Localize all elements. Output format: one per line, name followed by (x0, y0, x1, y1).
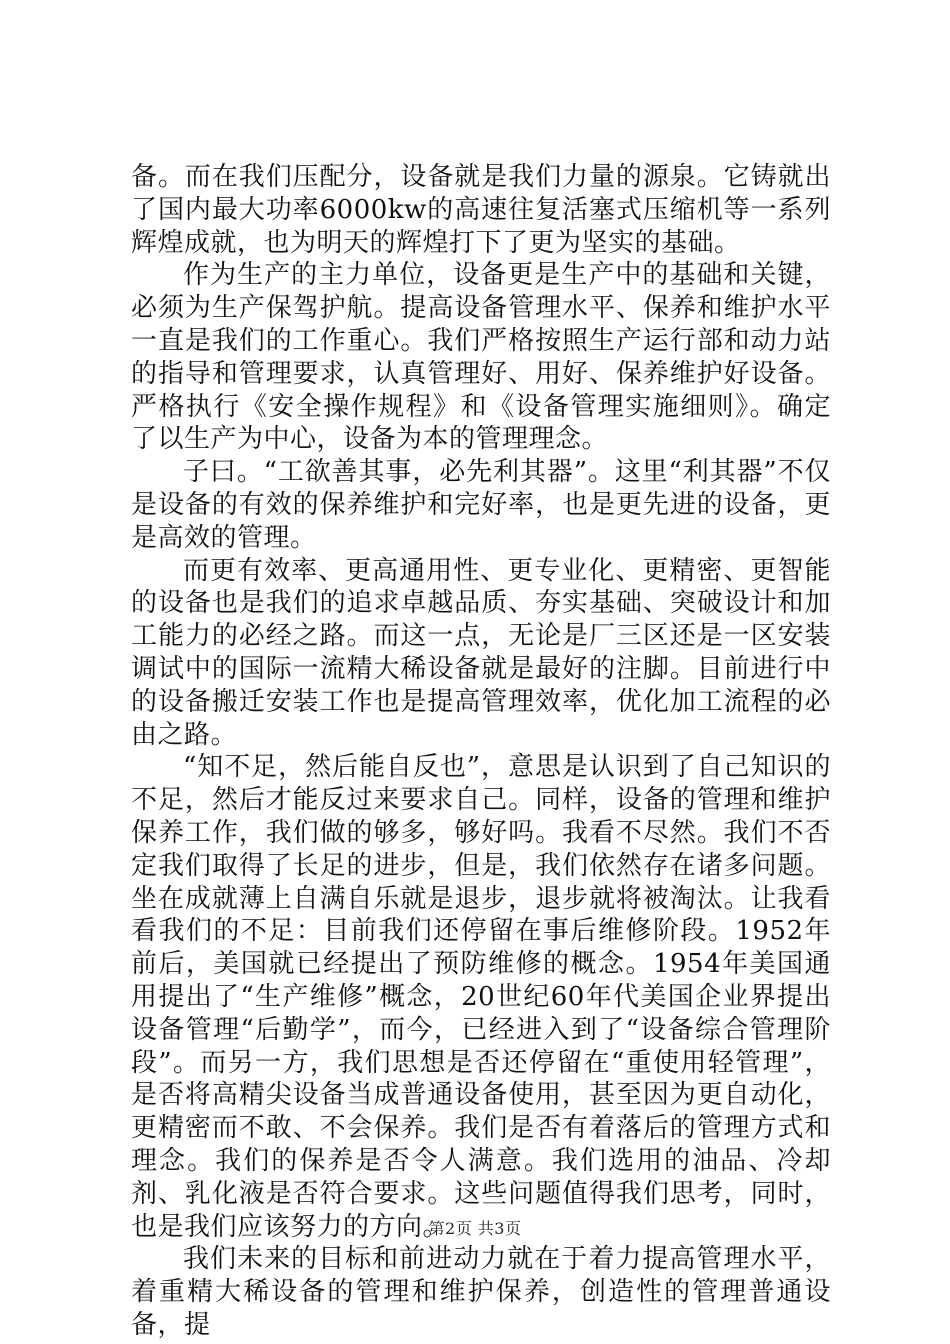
body-text (131, 161, 831, 1342)
paragraph-3: 子曰。“工欲善其事，必先利其器”。这里“利其器”不仅是设备的有效的保养维护和完好率，也是更先进的设备，更是高效的管理。 (131, 457, 831, 553)
paragraph-2: 作为生产的主力单位，设备更是生产中的基础和关键，必须为生产保驾护航。提高设备管理水平、保养和维护水平一直是我们的工作重心。我们严格按照生产运行部和动力站的指导和管理要求，认真管理好、用好、保养维护好设备。严格执行《安全操作规程》和《设备管理实施细则》。确定了以生产为中心，设备为本的管理理念。 (131, 260, 831, 455)
paragraph-6: 我们未来的目标和前进动力就在于着力提高管理水平，着重精大稀设备的管理和维护保养，创造性的管理普通设备，提 (131, 1244, 831, 1340)
paragraph-1: 备。而在我们压配分，设备就是我们力量的源泉。它铸就出了国内最大功率6000kw的高速往复活塞式压缩机等一系列辉煌成就，也为明天的辉煌打下了更为坚实的基础。 (131, 162, 831, 258)
page-footer: 第2页 共3页 (428, 1219, 522, 1238)
paragraph-5: “知不足，然后能自反也”，意思是认识到了自己知识的不足，然后才能反过来要求自己。同样，设备的管理和维护保养工作，我们做的够多，够好吗。我看不尽然。我们不否定我们取得了长足的进步，但是，我们依然存在诸多问题。坐在成就薄上自满自乐就是退步，退步就将被淘汰。让我看看我们的不足：目前我们还停留在事后维修阶段。1952年前后，美国就已经提出了预防维修的概念。1954年美国通用提出了“生产维修”概念，20世纪60年代美国企业界提出设备管理“后勤学”，而今，已经进入到了“设备综合管理阶段”。而另一方，我们思想是否还停留在“重使用轻管理”，是否将高精尖设备当成普通设备使用，甚至因为更自动化，更精密而不敢、不会保养。我们是否有着落后的管理方式和理念。我们的保养是否令人满意。我们选用的油品、冷却剂、乳化液是否符合要求。这些问题值得我们思考，同时，也是我们应该努力的方向。 (131, 752, 831, 1242)
paragraph-4: 而更有效率、更高通用性、更专业化、更精密、更智能的设备也是我们的追求卓越品质、夯实基础、突破设计和加工能力的必经之路。而这一点，无论是厂三区还是一区安装调试中的国际一流精大稀设备就是最好的注脚。目前进行中的设备搬迁安装工作也是提高管理效率，优化加工流程的必由之路。 (131, 555, 831, 750)
